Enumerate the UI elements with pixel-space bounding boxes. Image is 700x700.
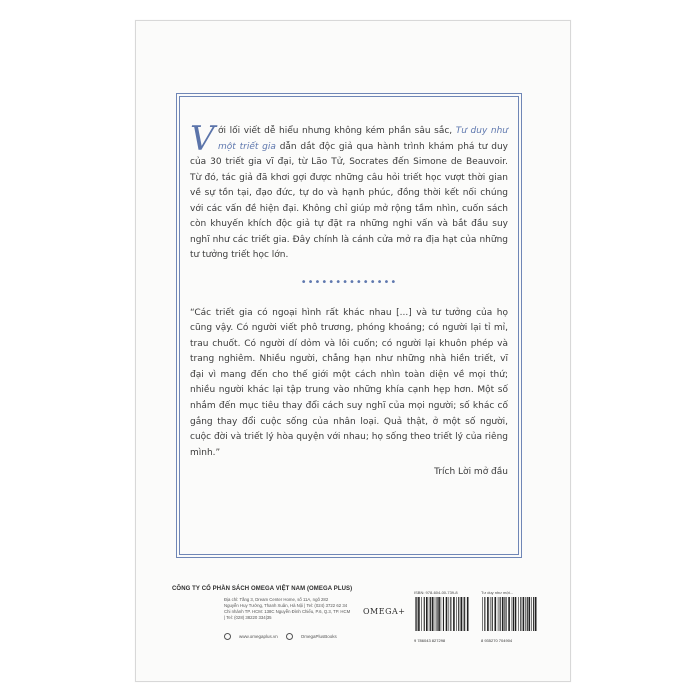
barcode-bar (490, 597, 491, 631)
barcode-bar (415, 597, 416, 631)
barcode-bar (463, 597, 464, 631)
barcode-bar (441, 597, 442, 631)
contact-row (224, 633, 337, 640)
barcode-bar (467, 597, 469, 631)
barcode-bar (421, 597, 422, 631)
barcode-bar (464, 597, 465, 631)
barcode-bar (482, 597, 483, 631)
isbn-text: ISBN: 978-604-00-739-8 (414, 590, 458, 595)
isbn-barcode (414, 590, 474, 648)
barcode-bar (513, 597, 514, 631)
quote-source: Trích Lời mở đầu (434, 467, 508, 478)
barcode-bar (453, 597, 455, 631)
barcode-bar (508, 597, 510, 631)
barcode-bar (512, 597, 513, 631)
barcode-bar (529, 597, 531, 631)
drop-cap: V (190, 119, 215, 159)
frame-content (190, 119, 508, 481)
footer (172, 585, 542, 655)
website: www.omegaplus.vn (239, 634, 278, 639)
barcode-number-b: 8 935270 704904 (481, 638, 513, 643)
back-cover (135, 20, 571, 682)
product-barcode (481, 590, 541, 648)
book-title: Tư duy như một triết gia (218, 126, 508, 152)
barcode-bar (498, 597, 499, 631)
address-line: Địa chỉ: Tầng 3, Dream Center Home, số 11A, ngõ 282 (224, 597, 329, 602)
barcode-bar (429, 597, 430, 631)
barcode-bar (492, 597, 493, 631)
barcode-bar (416, 597, 417, 631)
intro-paragraph (190, 119, 508, 264)
barcode-bar (515, 597, 517, 631)
barcode-bars-b (481, 595, 539, 633)
barcode-bar (437, 597, 438, 631)
barcode-bar (458, 597, 459, 631)
barcode-number-a: 9 786043 827298 (414, 638, 446, 643)
publisher-address (224, 597, 359, 621)
barcode-bar (438, 597, 440, 631)
barcode-bar (523, 597, 525, 631)
barcode-bar (450, 597, 451, 631)
address-line: Chi nhánh TP. HCM: 138C Nguyễn Đình Chiểu, P.6, Q.3, TP. HCM (224, 609, 351, 614)
barcode-bar (525, 597, 526, 631)
barcode-bar (426, 597, 428, 631)
barcode-bar (430, 597, 431, 631)
text-frame (176, 93, 522, 558)
barcode-bar (506, 597, 507, 631)
barcode-bar (518, 597, 519, 631)
barcode-bar (461, 597, 463, 631)
barcode-bar (487, 597, 489, 631)
barcode-bar (435, 597, 436, 631)
omega-logo: OMEGA+ (363, 607, 406, 616)
publisher-name: CÔNG TY CỔ PHẦN SÁCH OMEGA VIỆT NAM (OMEGA PLUS) (172, 586, 353, 592)
barcode-bar (484, 597, 485, 631)
barcode-bar (418, 597, 420, 631)
barcode-bar (520, 597, 521, 631)
address-line: Nguyễn Huy Tưởng, Thanh Xuân, Hà Nội | Tel: (024) 3722 62 34 (224, 603, 348, 608)
barcode-bar (527, 597, 528, 631)
address-line: | Tel: (028) 38220 334|35 (224, 615, 272, 620)
intro-body: dẫn dắt độc giả qua hành trình khám phá tư duy của 30 triết gia vĩ đại, từ Lão Tử, Socrates đến Simone de Beauvoir. Từ đó, tác giả đã khơi gợi được những câu hỏi triết học vượt thời gian về sự tồn tại, đạo đức, tự do và hạnh phúc, đồng thời kết nối chúng với các vấn đề hiện đại. Không chỉ giúp mở rộng tầm nhìn, cuốn sách còn khuyến khích độc giả tự đặt ra những nghi vấn và bắt đầu suy nghĩ như các triết gia. Đây chính là cánh cửa mở ra địa hạt của những tư tưởng triết học lớn. (190, 141, 508, 260)
barcode-bars-a (414, 595, 472, 633)
intro-lead: ới lối viết dễ hiểu nhưng không kém phần sâu sắc, (218, 126, 453, 136)
barcode-bar (504, 597, 505, 631)
globe-icon (224, 633, 231, 640)
dotted-divider: •••••••••••••• (300, 276, 398, 288)
barcode-bar (432, 597, 434, 631)
facebook-handle: OmegaPlusBooks (300, 634, 337, 639)
barcode-bar (446, 597, 448, 631)
barcode-bar (502, 597, 504, 631)
facebook-icon (286, 633, 293, 640)
barcode-bar (531, 597, 532, 631)
barcode-bar (495, 597, 497, 631)
barcode-bar (449, 597, 450, 631)
barcode-bar (500, 597, 501, 631)
barcode-bar (443, 597, 444, 631)
barcode-bar (424, 597, 425, 631)
barcode-bar (456, 597, 457, 631)
barcode-bar (533, 597, 534, 631)
quote-text: “Các triết gia có ngoại hình rất khác nhau [...] và tư tưởng của họ cũng vậy. Có người viết phô trương, phóng khoáng; có người lại tỉ mỉ, trau chuốt. Có người dí dỏm và lôi cuốn; có người lại khuôn phép và trang nghiêm. Nhiều người, chẳng hạn như những nhà hiền triết, vĩ đại vì mang đến cho thế giới một cách nhìn toàn diện về mọi thứ; nhiều người khác lại tập trung vào những khía cạnh hẹp hơn. Một số nhắm đến mục tiêu thay đổi cách suy nghĩ của mọi người; số khác cố gắng thay đổi cuộc sống của nhân loại. Quả thật, ở một số người, cuộc đời và triết lý hòa quyện với nhau; họ sống theo triết lý của riêng mình.” (190, 307, 508, 458)
short-title: Tư duy như một... (481, 590, 514, 595)
barcode-bar (535, 597, 537, 631)
